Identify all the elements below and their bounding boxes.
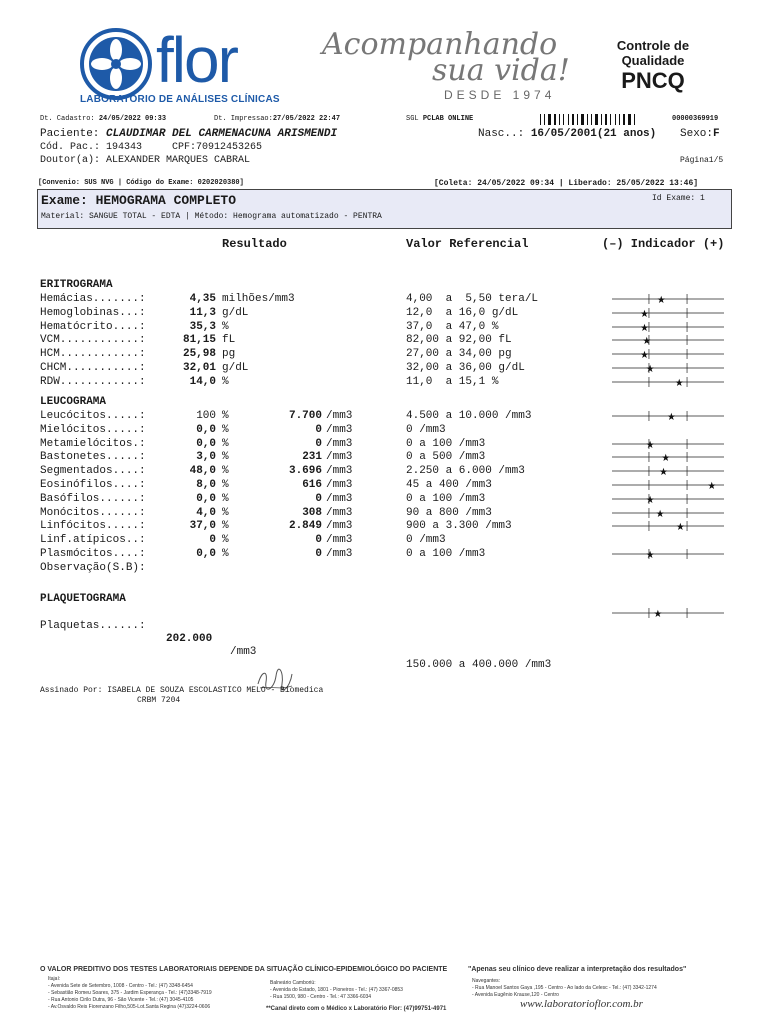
- dt-impressao: Dt. Impressao:27/05/2022 22:47: [214, 115, 341, 123]
- reference-range: 12,0 a 16,0 g/dL: [406, 306, 519, 319]
- percent-unit: %: [222, 506, 229, 519]
- result-value: 35,3: [189, 320, 216, 333]
- result-value: 81,15: [182, 334, 216, 347]
- result-indicator: [612, 410, 724, 422]
- absolute-unit: /mm3: [326, 520, 353, 533]
- footer-canal: **Canal direto com o Médico x Laboratório Flor: (47)99751-4971: [266, 1006, 447, 1012]
- result-absolute: 616: [302, 479, 322, 491]
- barcode-bar: [605, 114, 607, 125]
- plaquetas-indicator: [612, 607, 724, 619]
- slogan-line2: sua vida!: [432, 53, 570, 88]
- barcode-bar: [575, 114, 576, 125]
- paciente-row: Paciente: CLAUDIMAR DEL CARMENACUNA ARISMENDI: [40, 128, 338, 140]
- result-percent: 48,0: [189, 465, 216, 478]
- absolute-unit: /mm3: [326, 534, 353, 547]
- barcode-bar: [591, 114, 592, 125]
- result-indicator: [612, 293, 724, 305]
- barcode-bar: [585, 114, 586, 125]
- result-absolute: 3.696: [288, 465, 322, 478]
- barcode-bar: [577, 114, 578, 125]
- barcode-bar: [587, 114, 588, 125]
- barcode-bar: [565, 114, 567, 125]
- footer-col3: Navegantes: - Rua Manoel Santos Gaya ,195 - Centro - Ao lado da Celesc - Tel.: (47) 3342-1274 - Avenida Eugênio Krause,120 - Centro: [472, 978, 657, 998]
- indicator-star-icon: ★: [645, 439, 655, 450]
- leucograma-row: [0, 520, 768, 534]
- result-label: Hemoglobinas...:: [40, 306, 146, 319]
- percent-unit: %: [222, 423, 229, 436]
- footer-quote: "Apenas seu clínico deve realizar a interpretação dos resultados": [468, 966, 687, 973]
- coleta: [Coleta: 24/05/2022 09:34 | Liberado: 25/05/2022 13:46]: [434, 179, 699, 188]
- leucograma-row: [0, 493, 768, 507]
- plaquetas-unit: /mm3: [230, 646, 257, 658]
- percent-unit: %: [222, 548, 229, 560]
- result-label: Monócitos......:: [40, 506, 146, 519]
- indicator-star-icon: ★: [639, 350, 649, 361]
- result-indicator: [612, 424, 724, 436]
- result-indicator: [612, 534, 724, 546]
- result-percent: 0,0: [196, 492, 216, 505]
- nasc-row: Nasc..: 16/05/2001(21 anos): [478, 128, 657, 140]
- result-value: 25,98: [182, 348, 216, 361]
- indicator-star-icon: ★: [653, 609, 663, 619]
- result-label: Leucócitos.....:: [40, 410, 146, 422]
- exam-box: [37, 189, 732, 229]
- eritrograma-title: ERITROGRAMA: [40, 279, 113, 291]
- result-indicator: [612, 479, 724, 491]
- indicator-star-icon: ★: [655, 508, 665, 519]
- barcode-bar: [634, 114, 635, 125]
- percent-unit: %: [222, 437, 229, 450]
- result-indicator: [612, 507, 724, 519]
- absolute-unit: /mm3: [326, 423, 353, 436]
- cpf: CPF:70912453265: [172, 142, 263, 153]
- eritrograma-row: [0, 362, 768, 376]
- result-label: Mielócitos.....:: [40, 423, 146, 436]
- result-unit: fL: [222, 334, 236, 347]
- eritrograma-row: [0, 307, 768, 321]
- barcode-bar: [595, 114, 598, 125]
- reference-range: 4.500 a 10.000 /mm3: [406, 410, 532, 422]
- barcode-bar: [623, 114, 625, 125]
- footer-col1: Itajaí: - Avenida Sete de Setembro, 1008 - Centro - Tel.: (47) 3348-6454 - Sebastião Romeu Soares, 375 - Jardim Esperança - Tel.: (47)3348-7919 - Rua Antonio Cirilo Dutra, 96 - São Vicente - Tel.: (47) 3045-4105 - Av.Osvaldo Reis Fiorenzano Filho,505-Lot.Santa Regina (47)3224-0606: [48, 976, 212, 1010]
- dt-cadastro: Dt. Cadastro: 24/05/2022 09:33: [40, 115, 167, 123]
- result-label: Plasmócitos....:: [40, 548, 146, 560]
- result-value: 14,0: [189, 375, 216, 388]
- doutor: Doutor(a): ALEXANDER MARQUES CABRAL: [40, 155, 251, 166]
- signature-line1: Assinado Por: ISABELA DE SOUZA ESCOLASTICO MELO - Biomedica: [40, 686, 324, 695]
- indicator-star-icon: ★: [642, 336, 652, 347]
- reference-range: 90 a 800 /mm3: [406, 506, 492, 519]
- leucograma-row: [0, 438, 768, 452]
- result-absolute: 0: [315, 437, 322, 450]
- absolute-unit: /mm3: [326, 506, 353, 519]
- sexo-row: Sexo:F: [680, 128, 720, 140]
- reference-range: 11,0 a 15,1 %: [406, 375, 499, 388]
- result-indicator: [612, 520, 724, 532]
- cod-pac: Cód. Pac.: 194343: [40, 142, 143, 153]
- indicator-star-icon: ★: [645, 494, 655, 505]
- reference-range: 27,00 a 34,00 pg: [406, 348, 512, 361]
- result-unit: g/dL: [222, 362, 249, 374]
- reference-range: 45 a 400 /mm3: [406, 479, 492, 491]
- absolute-unit: /mm3: [326, 479, 353, 491]
- indicator-star-icon: ★: [639, 322, 649, 333]
- result-indicator: [612, 465, 724, 477]
- result-indicator: [612, 493, 724, 505]
- absolute-unit: /mm3: [326, 451, 353, 464]
- logo-subtitle: LABORATÓRIO DE ANÁLISES CLÍNICAS: [80, 94, 280, 105]
- result-indicator: [612, 438, 724, 450]
- absolute-unit: /mm3: [326, 548, 353, 560]
- indicator-star-icon: ★: [674, 377, 684, 388]
- barcode-bar: [579, 114, 580, 125]
- result-absolute: 0: [315, 423, 322, 436]
- desde-1974: DESDE 1974: [444, 88, 556, 102]
- reference-range: 0 /mm3: [406, 423, 446, 436]
- indicator-star-icon: ★: [659, 467, 669, 478]
- result-percent: 0,0: [196, 423, 216, 436]
- barcode-bar: [601, 114, 602, 125]
- result-unit: g/dL: [222, 306, 249, 319]
- percent-unit: %: [222, 520, 229, 533]
- result-percent: 8,0: [196, 479, 216, 491]
- plaquetas-ref: 150.000 a 400.000 /mm3: [406, 659, 552, 671]
- leucograma-row: [0, 410, 768, 424]
- patient-name: CLAUDIMAR DEL CARMENACUNA ARISMENDI: [106, 128, 338, 140]
- eritrograma-row: [0, 321, 768, 335]
- leucograma-row: [0, 465, 768, 479]
- barcode-bar: [548, 114, 551, 125]
- indicator-star-icon: ★: [645, 550, 655, 560]
- result-label: Hematócrito....:: [40, 320, 146, 333]
- result-absolute: 7.700: [288, 410, 322, 422]
- result-label: Linfócitos.....:: [40, 520, 146, 533]
- result-value: 11,3: [189, 306, 216, 319]
- barcode-bar: [626, 114, 627, 125]
- percent-unit: %: [222, 479, 229, 491]
- reference-range: 0 /mm3: [406, 534, 446, 547]
- barcode-bar: [581, 114, 584, 125]
- percent-unit: %: [222, 410, 229, 422]
- reference-range: 0 a 100 /mm3: [406, 437, 486, 450]
- barcode-bar: [572, 114, 574, 125]
- leucograma-row: [0, 534, 768, 548]
- barcode-bar: [628, 114, 631, 125]
- barcode-bar: [568, 114, 569, 125]
- leucograma-title: LEUCOGRAMA: [40, 396, 107, 408]
- footer-col2: Balneário Camboriú: - Avenida do Estado, 1801 - Pioneiros - Tel.: (47) 3367-0853 - Rua 1500, 980 - Centro - Tel.: 47 3366-6034: [270, 980, 403, 1000]
- reference-range: 0 a 100 /mm3: [406, 548, 486, 560]
- result-label: HCM............:: [40, 348, 146, 361]
- result-unit: %: [222, 320, 229, 333]
- indicator-star-icon: ★: [675, 522, 685, 533]
- barcode-bar: [559, 114, 560, 125]
- result-absolute: 0: [315, 492, 322, 505]
- result-label: CHCM...........:: [40, 362, 146, 374]
- result-absolute: 308: [302, 506, 322, 519]
- indicator-star-icon: ★: [707, 481, 717, 491]
- indicator-star-icon: ★: [661, 453, 671, 464]
- absolute-unit: /mm3: [326, 410, 353, 422]
- col-resultado: Resultado: [222, 237, 287, 251]
- percent-unit: %: [222, 534, 229, 547]
- result-label: RDW............:: [40, 375, 146, 388]
- barcode-bar: [617, 114, 618, 125]
- barcode-bar: [589, 114, 590, 125]
- reference-range: 0 a 100 /mm3: [406, 492, 486, 505]
- leucograma-row: [0, 424, 768, 438]
- result-percent: 0,0: [196, 437, 216, 450]
- result-percent: 0,0: [196, 548, 216, 560]
- flower-logo-icon: [80, 28, 152, 100]
- result-label: Eosinófilos....:: [40, 479, 146, 491]
- footer-warning: O VALOR PREDITIVO DOS TESTES LABORATORIAIS DEPENDE DA SITUAÇÃO CLÍNICO-EPIDEMIOLÓGICO DO PACIENTE: [40, 966, 448, 973]
- barcode: [540, 114, 665, 125]
- barcode-bar: [632, 114, 633, 125]
- plaquetas-value: 202.000: [166, 633, 213, 645]
- barcode-bar: [636, 114, 637, 125]
- footer-website: www.laboratorioflor.com.br: [520, 998, 643, 1010]
- result-indicator: [612, 307, 724, 319]
- absolute-unit: /mm3: [326, 437, 353, 450]
- exam-material: Material: SANGUE TOTAL - EDTA | Método: Hemograma automatizado - PENTRA: [41, 212, 382, 221]
- barcode-bar: [621, 114, 622, 125]
- quality-line3: PNCQ: [621, 68, 685, 93]
- reference-range: 37,0 a 47,0 %: [406, 320, 499, 333]
- barcode-bar: [546, 114, 547, 125]
- reference-range: 900 a 3.300 /mm3: [406, 520, 512, 533]
- absolute-unit: /mm3: [326, 492, 353, 505]
- result-percent: 0: [209, 534, 216, 547]
- slogan-line1: Acompanhando: [322, 27, 558, 62]
- leucograma-row: [0, 451, 768, 465]
- result-indicator: [612, 362, 724, 374]
- result-indicator: [612, 348, 724, 360]
- result-label: Segmentados....:: [40, 465, 146, 478]
- result-unit: pg: [222, 348, 236, 361]
- barcode-bar: [542, 114, 543, 125]
- result-absolute: 231: [302, 451, 322, 464]
- barcode-number: 00000369919: [672, 115, 719, 123]
- result-label: Basófilos......:: [40, 492, 146, 505]
- logo-wordmark: flor: [156, 24, 237, 96]
- result-absolute: 2.849: [288, 520, 322, 533]
- barcode-bar: [615, 114, 616, 125]
- barcode-bar: [570, 114, 571, 125]
- eritrograma-row: [0, 376, 768, 390]
- barcode-bar: [554, 114, 556, 125]
- barcode-bar: [561, 114, 562, 125]
- barcode-bar: [603, 114, 604, 125]
- barcode-bar: [552, 114, 553, 125]
- reference-range: 32,00 a 36,00 g/dL: [406, 362, 525, 374]
- leucograma-row: [0, 507, 768, 521]
- plaquetas-row: [0, 607, 768, 671]
- barcode-bar: [540, 114, 541, 125]
- barcode-bar: [608, 114, 609, 125]
- reference-range: 4,00 a 5,50 tera/L: [406, 293, 539, 305]
- exam-title: Exame: HEMOGRAMA COMPLETO: [41, 193, 237, 208]
- leucograma-row: [0, 548, 768, 562]
- flor-logo: [80, 24, 280, 108]
- result-percent: 3,0: [196, 451, 216, 464]
- barcode-bar: [619, 114, 620, 125]
- barcode-bar: [612, 114, 614, 125]
- plaquetograma-title: PLAQUETOGRAMA: [40, 593, 126, 605]
- barcode-bar: [599, 114, 600, 125]
- indicator-star-icon: ★: [645, 364, 655, 374]
- absolute-unit: /mm3: [326, 465, 353, 478]
- result-indicator: [612, 451, 724, 463]
- barcode-bar: [563, 114, 564, 125]
- result-unit: %: [222, 375, 229, 388]
- result-label: Bastonetes.....:: [40, 451, 146, 464]
- page-number: Página1/5: [680, 156, 724, 165]
- result-label: VCM............:: [40, 334, 146, 347]
- sgl: SGL PCLAB ONLINE: [406, 115, 474, 123]
- percent-unit: %: [222, 492, 229, 505]
- quality-badge: [598, 38, 708, 94]
- result-label: Metamielócitos.:: [40, 437, 146, 450]
- reference-range: 2.250 a 6.000 /mm3: [406, 465, 525, 478]
- col-indicador: (–) Indicador (+): [602, 237, 725, 251]
- result-value: 4,35: [189, 293, 216, 305]
- result-value: 32,01: [182, 362, 216, 374]
- col-valor-ref: Valor Referencial: [406, 237, 529, 251]
- result-absolute: 0: [315, 534, 322, 547]
- percent-unit: %: [222, 451, 229, 464]
- eritrograma-row: [0, 334, 768, 348]
- indicator-star-icon: ★: [639, 308, 649, 319]
- plaquetas-label: Plaquetas......:: [40, 620, 146, 632]
- result-indicator: [612, 321, 724, 333]
- result-indicator: [612, 548, 724, 560]
- result-indicator: [612, 334, 724, 346]
- observacao: Observação(S.B):: [40, 562, 146, 574]
- result-indicator: [612, 376, 724, 388]
- result-absolute: 0: [315, 548, 322, 560]
- leucograma-row: [0, 479, 768, 493]
- exam-id: Id Exame: 1: [652, 194, 705, 203]
- quality-line1: Controle de: [616, 38, 690, 53]
- barcode-bar: [557, 114, 558, 125]
- signature-line2: CRBM 7204: [137, 696, 181, 705]
- result-percent: 100: [196, 410, 216, 422]
- barcode-bar: [610, 114, 611, 125]
- indicator-star-icon: ★: [656, 295, 666, 305]
- result-unit: milhões/mm3: [222, 293, 295, 305]
- eritrograma-row: [0, 348, 768, 362]
- result-percent: 4,0: [196, 506, 216, 519]
- reference-range: 0 a 500 /mm3: [406, 451, 486, 464]
- reference-range: 82,00 a 92,00 fL: [406, 334, 512, 347]
- eritrograma-row: [0, 293, 768, 307]
- result-percent: 37,0: [189, 520, 216, 533]
- result-label: Linf.atípicos..:: [40, 534, 146, 547]
- percent-unit: %: [222, 465, 229, 478]
- indicator-star-icon: ★: [666, 412, 676, 422]
- quality-line2: Qualidade: [621, 53, 685, 68]
- result-label: Hemácias.......:: [40, 293, 146, 305]
- barcode-bar: [544, 114, 545, 125]
- barcode-bar: [593, 114, 594, 125]
- convenio: [Convenio: SUS NVG | Código do Exame: 0202020380]: [38, 179, 244, 187]
